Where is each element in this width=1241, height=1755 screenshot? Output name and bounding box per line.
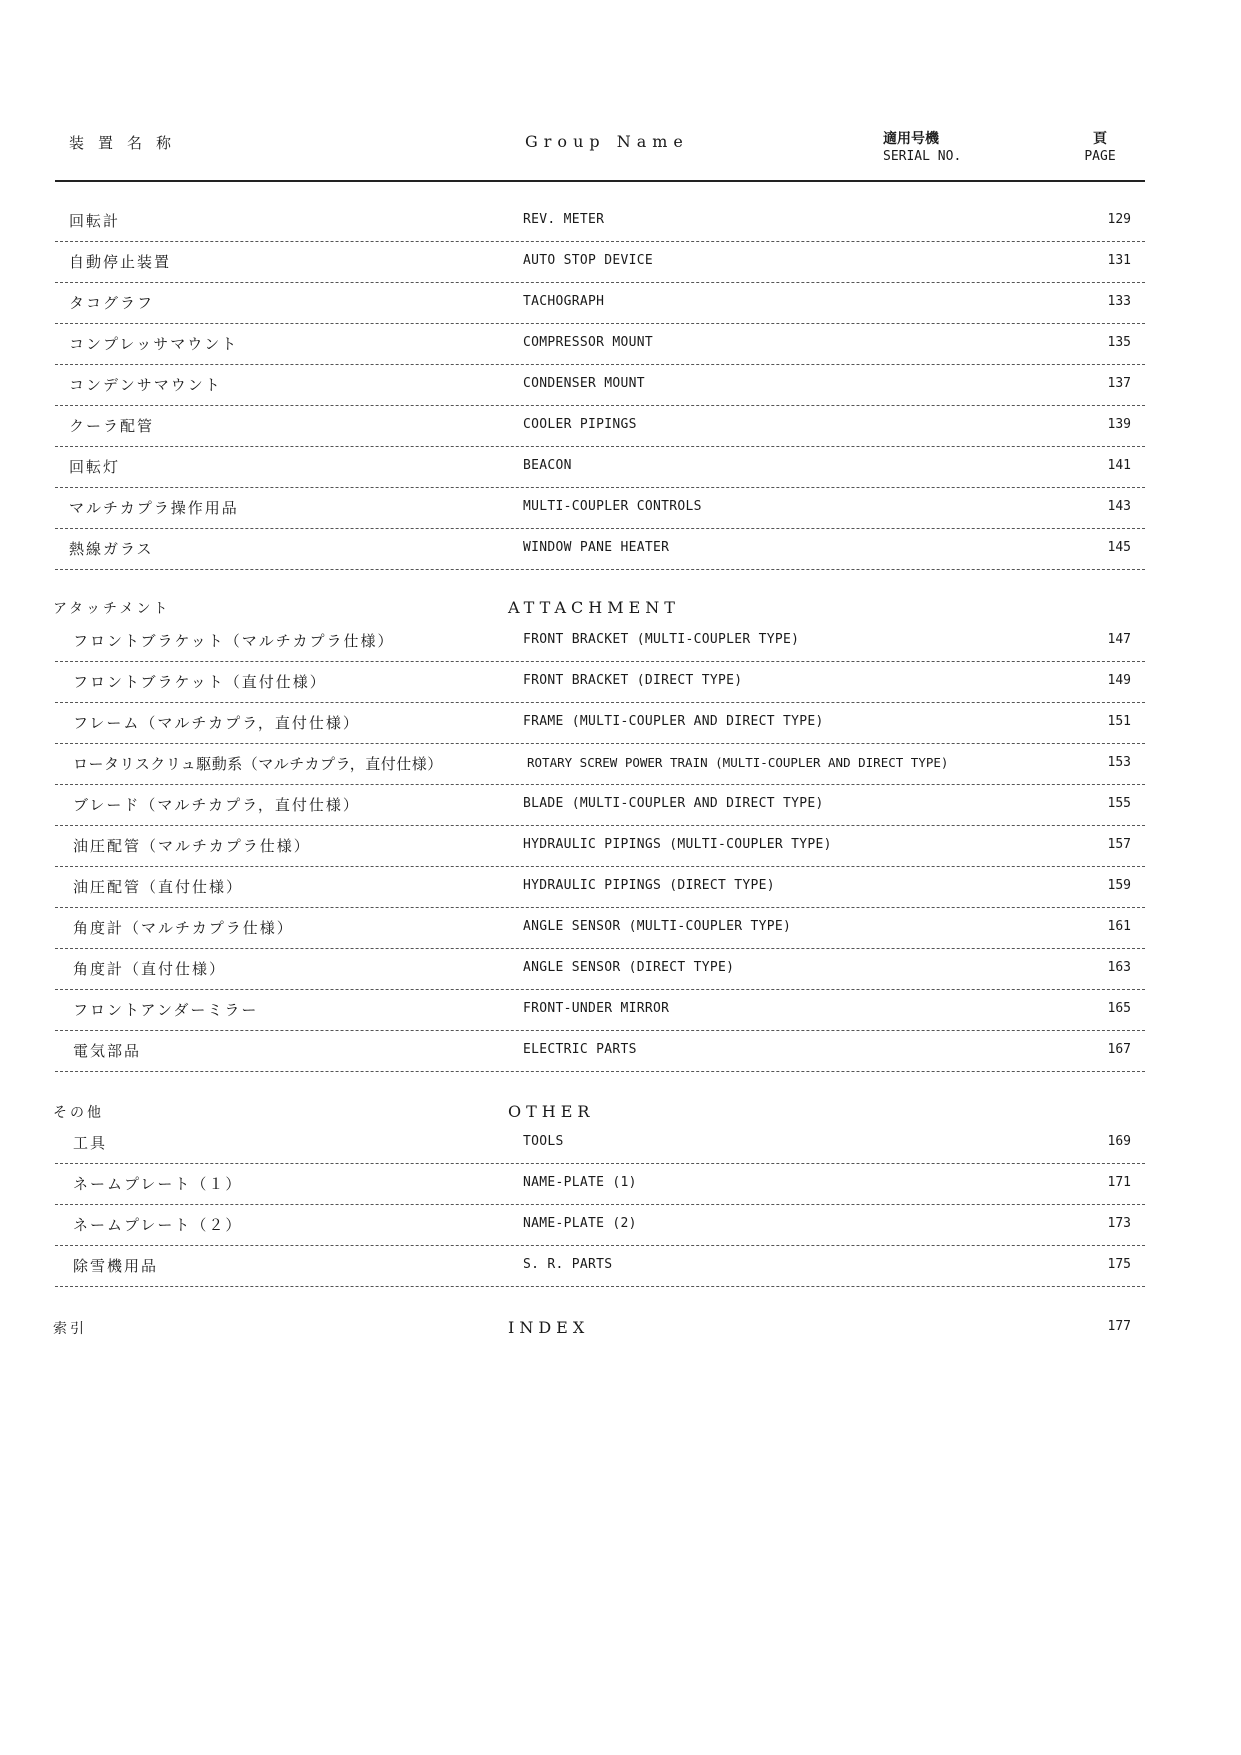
table-row — [55, 989, 1145, 1031]
row-name-jp: コンプレッサマウント — [69, 335, 239, 353]
row-name-en: ANGLE SENSOR (DIRECT TYPE) — [523, 960, 735, 975]
header-page-jp: 頁 — [1093, 131, 1107, 147]
table-row — [55, 743, 1145, 785]
row-page: 143 — [1107, 499, 1131, 514]
header-group-name-jp: 装置名称 — [69, 134, 186, 152]
header-page — [1055, 130, 1145, 166]
row-page: 171 — [1107, 1175, 1131, 1190]
row-name-jp: 除雪機用品 — [73, 1257, 159, 1275]
table-row — [55, 323, 1145, 365]
table-header — [55, 128, 1145, 182]
table-row — [55, 661, 1145, 703]
row-name-jp: フレーム（マルチカプラ，直付仕様） — [73, 714, 360, 732]
row-page: 135 — [1107, 335, 1131, 350]
header-serial — [883, 130, 961, 166]
row-name-jp: コンデンサマウント — [69, 376, 222, 394]
header-serial-jp: 適用号機 — [883, 131, 939, 147]
row-name-en: COOLER PIPINGS — [523, 417, 637, 432]
row-name-jp: マルチカプラ操作用品 — [69, 499, 239, 517]
row-page: 151 — [1107, 714, 1131, 729]
row-name-jp: ロータリスクリュ駆動系（マルチカプラ，直付仕様） — [73, 755, 443, 773]
table-row — [55, 1204, 1145, 1246]
row-name-jp: 自動停止装置 — [69, 253, 172, 271]
table-row — [55, 364, 1145, 406]
table-row — [55, 825, 1145, 867]
row-name-jp: 油圧配管（マルチカプラ仕様） — [73, 837, 311, 855]
row-page: 141 — [1107, 458, 1131, 473]
row-page: 137 — [1107, 376, 1131, 391]
table-row — [55, 1122, 1145, 1164]
section-title-en: INDEX — [508, 1318, 590, 1337]
row-name-en: S. R. PARTS — [523, 1257, 613, 1272]
row-name-jp: 油圧配管（直付仕様） — [73, 878, 244, 896]
row-page: 133 — [1107, 294, 1131, 309]
row-name-en: NAME-PLATE (2) — [523, 1216, 637, 1231]
header-serial-en: SERIAL NO. — [883, 149, 962, 164]
row-page: 163 — [1107, 960, 1131, 975]
row-page: 139 — [1107, 417, 1131, 432]
header-page-en: PAGE — [1084, 149, 1116, 164]
row-page: 169 — [1107, 1134, 1131, 1149]
row-page: 153 — [1107, 755, 1131, 770]
row-name-en: ROTARY SCREW POWER TRAIN (MULTI-COUPLER AND DIRECT TYPE) — [527, 755, 949, 770]
row-name-jp: 工具 — [73, 1134, 108, 1152]
row-name-jp: 角度計（マルチカプラ仕様） — [73, 919, 294, 937]
row-name-en: HYDRAULIC PIPINGS (MULTI-COUPLER TYPE) — [523, 837, 832, 852]
table-row — [55, 1030, 1145, 1072]
row-name-jp: フロントブラケット（直付仕様） — [73, 673, 327, 691]
row-name-jp: 熱線ガラス — [69, 540, 154, 558]
table-row — [55, 1245, 1145, 1287]
header-group-name-en: Group Name — [525, 132, 689, 151]
row-name-en: CONDENSER MOUNT — [523, 376, 645, 391]
row-page: 175 — [1107, 1257, 1131, 1272]
row-page: 161 — [1107, 919, 1131, 934]
row-page: 131 — [1107, 253, 1131, 268]
table-row — [55, 1163, 1145, 1205]
row-name-jp: ブレード（マルチカプラ，直付仕様） — [73, 796, 360, 814]
row-page: 173 — [1107, 1216, 1131, 1231]
row-name-en: FRONT BRACKET (MULTI-COUPLER TYPE) — [523, 632, 800, 647]
row-page: 145 — [1107, 540, 1131, 555]
table-row — [55, 528, 1145, 570]
row-name-en: TACHOGRAPH — [523, 294, 605, 309]
table-row — [55, 200, 1145, 242]
table-row — [55, 620, 1145, 662]
row-name-en: WINDOW PANE HEATER — [523, 540, 670, 555]
row-page: 147 — [1107, 632, 1131, 647]
section-attachment — [53, 598, 1143, 622]
row-name-jp: ネームプレート（２） — [73, 1216, 243, 1234]
row-page: 155 — [1107, 796, 1131, 811]
row-name-en: ANGLE SENSOR (MULTI-COUPLER TYPE) — [523, 919, 792, 934]
row-name-en: HYDRAULIC PIPINGS (DIRECT TYPE) — [523, 878, 775, 893]
row-page: 159 — [1107, 878, 1131, 893]
row-name-en: FRAME (MULTI-COUPLER AND DIRECT TYPE) — [523, 714, 824, 729]
row-page: 149 — [1107, 673, 1131, 688]
row-name-jp: 回転計 — [69, 212, 121, 230]
row-name-jp: 回転灯 — [69, 458, 121, 476]
row-name-en: NAME-PLATE (1) — [523, 1175, 637, 1190]
row-name-en: REV. METER — [523, 212, 605, 227]
section-title-jp: アタッチメント — [53, 601, 171, 617]
table-row — [55, 282, 1145, 324]
table-row — [55, 866, 1145, 908]
table-row — [55, 702, 1145, 744]
table-row — [55, 405, 1145, 447]
table-row — [55, 784, 1145, 826]
row-name-jp: タコグラフ — [69, 294, 155, 312]
row-name-en: TOOLS — [523, 1134, 564, 1149]
row-name-jp: 電気部品 — [73, 1042, 142, 1060]
row-page: 165 — [1107, 1001, 1131, 1016]
row-page: 129 — [1107, 212, 1131, 227]
row-name-en: COMPRESSOR MOUNT — [523, 335, 654, 350]
row-name-en: BEACON — [523, 458, 572, 473]
section-title-jp: 索引 — [53, 1321, 87, 1337]
section-page: 177 — [1107, 1319, 1131, 1334]
table-row — [55, 241, 1145, 283]
section-title-jp: その他 — [53, 1105, 104, 1121]
row-name-en: AUTO STOP DEVICE — [523, 253, 654, 268]
row-name-en: BLADE (MULTI-COUPLER AND DIRECT TYPE) — [523, 796, 824, 811]
row-page: 167 — [1107, 1042, 1131, 1057]
row-name-jp: ネームプレート（１） — [73, 1175, 243, 1193]
table-row — [55, 487, 1145, 529]
row-page: 157 — [1107, 837, 1131, 852]
section-index — [53, 1318, 1143, 1342]
section-title-en: OTHER — [508, 1102, 595, 1121]
table-row — [55, 948, 1145, 990]
table-row — [55, 907, 1145, 949]
section-title-en: ATTACHMENT — [508, 598, 680, 617]
row-name-en: FRONT-UNDER MIRROR — [523, 1001, 670, 1016]
row-name-jp: フロントブラケット（マルチカプラ仕様） — [73, 632, 395, 650]
row-name-jp: 角度計（直付仕様） — [73, 960, 227, 978]
row-name-jp: フロントアンダーミラー — [73, 1001, 259, 1019]
row-name-en: MULTI-COUPLER CONTROLS — [523, 499, 702, 514]
row-name-jp: クーラ配管 — [69, 417, 155, 435]
row-name-en: FRONT BRACKET (DIRECT TYPE) — [523, 673, 743, 688]
row-name-en: ELECTRIC PARTS — [523, 1042, 637, 1057]
table-row — [55, 446, 1145, 488]
